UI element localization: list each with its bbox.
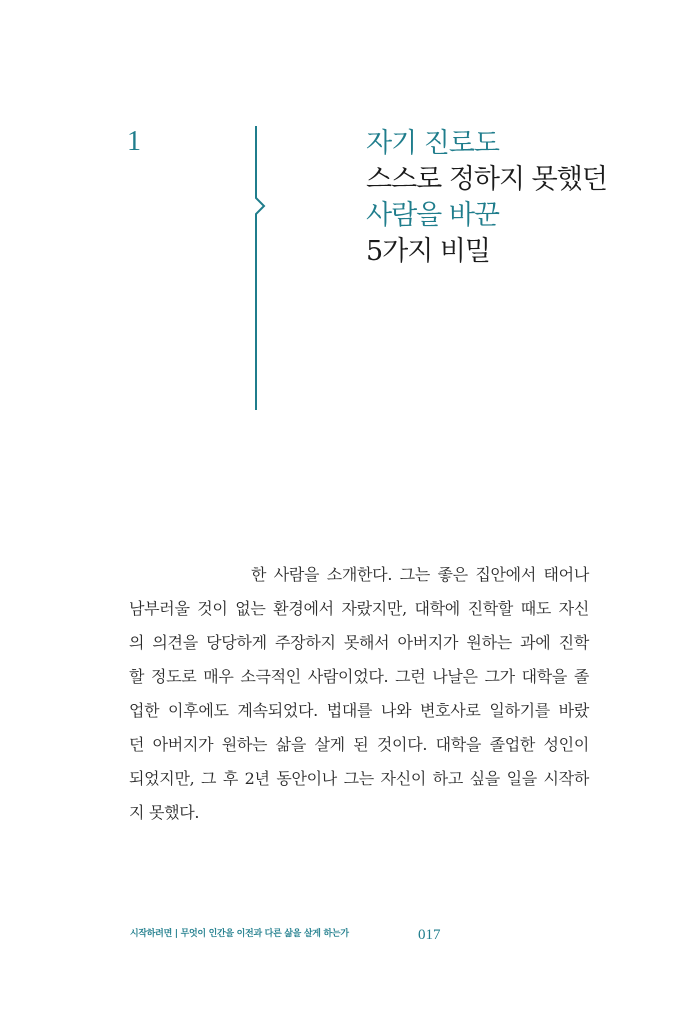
body-paragraph (129, 558, 589, 830)
chapter-title-line: 사람을 바꾼 (366, 200, 499, 231)
chapter-title-line: 자기 진로도 (366, 128, 499, 159)
chapter-title-line: 스스로 정하지 못했던 (366, 164, 607, 195)
body-line: 한 사람을 소개한다. 그는 좋은 집안에서 태어나 (251, 565, 589, 584)
page-number: 017 (418, 927, 441, 943)
chapter-title (366, 126, 607, 270)
running-footer-title: 시작하려면 | 무엇이 인간을 이전과 다른 삶을 살게 하는가 (130, 929, 349, 939)
body-line: 던 아버지가 원하는 삶을 살게 된 것이다. 대학을 졸업한 성인이 (129, 735, 589, 754)
body-line: 할 정도로 매우 소극적인 사람이었다. 그런 나날은 그가 대학을 졸 (129, 667, 589, 686)
body-line: 되었지만, 그 후 2년 동안이나 그는 자신이 하고 싶을 일을 시작하 (129, 769, 589, 788)
body-line: 지 못했다. (129, 803, 200, 822)
body-line: 업한 이후에도 계속되었다. 법대를 나와 변호사로 일하기를 바랐 (129, 701, 589, 720)
chapter-title-line: 5가지 비밀 (366, 236, 491, 267)
body-line: 남부러울 것이 없는 환경에서 자랐지만, 대학에 진학할 때도 자신 (129, 599, 589, 618)
body-line: 의 의견을 당당하게 주장하지 못해서 아버지가 원하는 과에 진학 (129, 633, 589, 652)
brace-divider (246, 126, 270, 410)
chapter-number: 1 (127, 126, 141, 157)
